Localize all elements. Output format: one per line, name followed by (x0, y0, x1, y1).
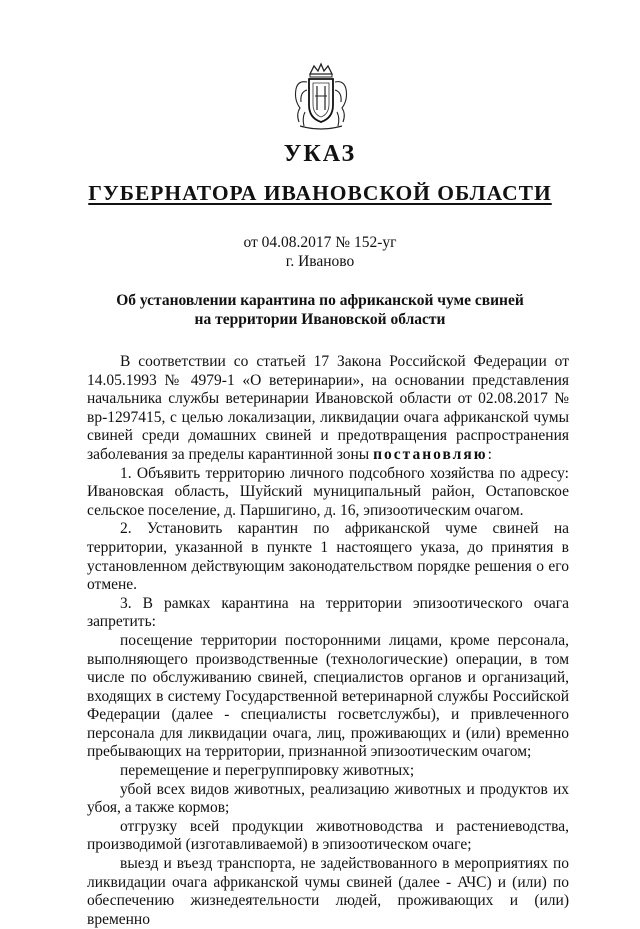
prohibition-4: отгрузку всей продукции животноводства и растениеводства, производимой (изготавливаемой) в эпизоотическом очаге; (87, 817, 569, 854)
document-subtitle: ГУБЕРНАТОРА ИВАНОВСКОЙ ОБЛАСТИ (88, 181, 552, 205)
item-3-paragraph: 3. В рамках карантина на территории эпизоотического очага запретить: (87, 594, 569, 631)
decree-date-number: от 04.08.2017 № 152-уг (243, 234, 397, 251)
decree-heading-line-1: Об установлении карантина по африканской чуме свиней (116, 292, 524, 309)
prohibition-2: перемещение и перегруппировку животных; (120, 762, 415, 780)
item-1-paragraph: 1. Объявить территорию личного подсобного хозяйства по адресу: Ивановская область, Шуйский муниципальный район, Остаповское сельское поселение, д. Паршигино, д. 16, эпизоотическим очагом. (87, 464, 569, 519)
preamble-text: В соответствии со статьей 17 Закона Российской Федерации от 14.05.1993 № 4979-1 «О ветеринарии», на основании представления начальника службы ветеринарии Ивановской области от 02.08.2017 № вр-1297415, с целью локализации, ликвидации очага африканской чумы свиней среди домашних свиней и предотвращения распространения заболевания за пределы карантинной зоны (87, 353, 569, 463)
coat-of-arms-icon (290, 62, 352, 132)
prohibition-3: убой всех видов животных, реализацию животных и продуктов их убоя, а также кормов; (87, 780, 569, 817)
decree-heading (0, 291, 640, 329)
prohibition-5: выезд и въезд транспорта, не задействованного в мероприятиях по ликвидации очага африканской чумы свиней (далее - АЧС) и (или) по обеспечению жизнедеятельности людей, проживающих и (или) временно (87, 855, 569, 928)
decree-city: г. Иваново (285, 253, 355, 270)
decree-heading-line-2: на территории Ивановской области (194, 311, 446, 328)
decree-body (87, 353, 569, 929)
prohibition-1: посещение территории посторонними лицами, кроме персонала, выполняющего производственные (технологические) операции, в том числе по обслуживанию свиней, специалистов органов и организаций, входящих в систему Государственной ветеринарной службы Российской Федерации (далее - специалисты госветслужбы), и привлеченного персонала для ликвидации очага, лиц, проживающих и (или) временно пребывающих на территории, признанной эпизоотическим очагом; (87, 631, 569, 761)
preamble-paragraph (87, 353, 569, 465)
item-2-paragraph: 2. Установить карантин по африканской чуме свиней на территории, указанной в пункте 1 настоящего указа, до принятия в установленном действующим законодательством порядке решения о его отмене. (87, 520, 569, 594)
decree-colon: : (487, 445, 492, 463)
document-title: УКАЗ (283, 141, 357, 167)
decree-word: постановляю (373, 445, 488, 463)
